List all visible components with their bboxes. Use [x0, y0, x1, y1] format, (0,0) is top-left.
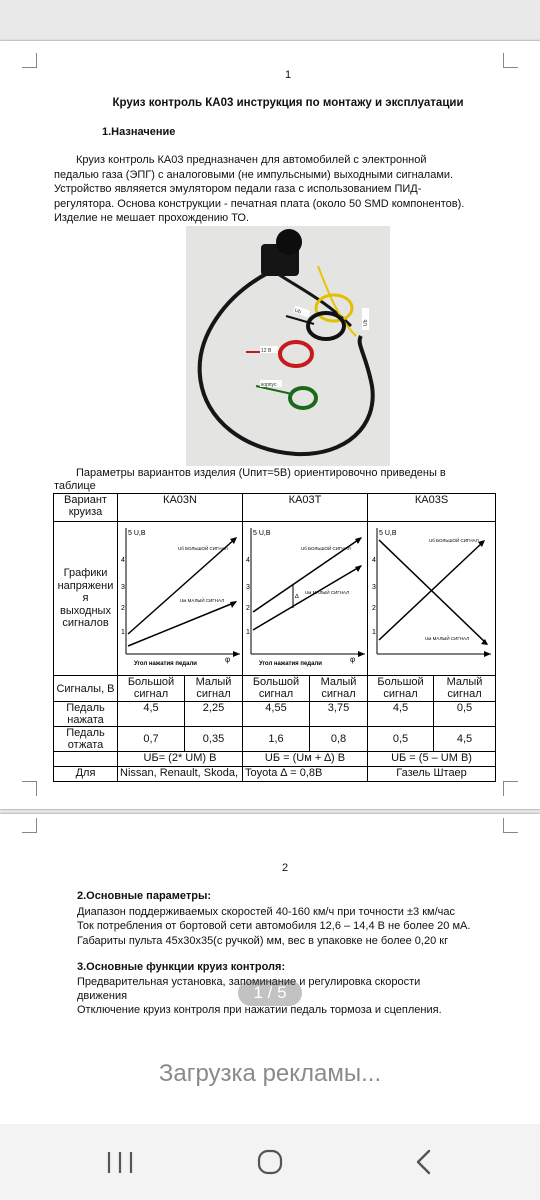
x-axis-label: Угол нажатия педали [134, 661, 197, 667]
paragraph-line: педалью газа (ЭПГ) с аналоговыми (не импульсными) выходными сигналами. [54, 168, 454, 181]
photo-label: Ub [363, 319, 369, 326]
param-line: Диапазон поддерживаемых скоростей 40-160 км/ч при точности ±3 км/час [77, 906, 455, 918]
home-icon [240, 1140, 300, 1184]
formula: UБ = (Uм + ∆) В [243, 752, 368, 767]
table-cell: 0,35 [185, 727, 243, 752]
col-header-small: Малый сигнал [185, 676, 243, 702]
big-signal-label: Uб БОЛЬШОЙ СИГНАЛ [428, 538, 479, 543]
model-header: КА03N [118, 494, 243, 522]
col-header-small: Малый сигнал [310, 676, 368, 702]
table-cell: 3,75 [310, 702, 368, 727]
page-number: 1 [284, 69, 292, 81]
delta-label: ∆ [295, 594, 299, 600]
tick-label: 2 [121, 605, 125, 612]
photo-label: Ub [293, 307, 302, 316]
section-heading: 1.Назначение [102, 126, 176, 138]
back-icon [394, 1140, 454, 1184]
graph-ka03n [118, 522, 243, 676]
table-cell: 2,25 [185, 702, 243, 727]
small-signal-label: Uм МАЛЫЙ СИГНАЛ [305, 590, 350, 595]
tick-label: 3 [246, 584, 250, 591]
ad-loading-text: Загрузка рекламы... [158, 1060, 382, 1087]
table-cell-empty [54, 752, 118, 767]
x-axis-label: Угол нажатия педали [259, 661, 322, 667]
page-number: 2 [281, 862, 289, 874]
model-header: КА03S [368, 494, 496, 522]
table-cell: 4,55 [243, 702, 310, 727]
recent-apps-icon [90, 1140, 150, 1184]
car-models: Nissan, Renault, Skoda, [118, 767, 243, 782]
signals-label: Сигналы, В [54, 676, 118, 702]
graphs-label: Графики напряжени я выходных сигналов [54, 522, 118, 676]
section-heading: 2.Основные параметры: [77, 890, 212, 902]
big-signal-label: Uб БОЛЬШОЙ СИГНАЛ [301, 546, 351, 551]
released-label: Педаль отжата [54, 727, 118, 752]
back-button[interactable] [394, 1140, 454, 1184]
formula: UБ= (2* UМ) В [118, 752, 243, 767]
formula: UБ = (5 – UМ В) [368, 752, 496, 767]
tick-label: 1 [371, 629, 376, 636]
tick-label: 4 [246, 557, 250, 564]
pressed-label: Педаль нажата [54, 702, 118, 727]
table-cell: 0,7 [118, 727, 185, 752]
paragraph-line: таблице [54, 479, 96, 492]
table-cell: 4,5 [434, 727, 496, 752]
crop-mark [503, 53, 518, 68]
tick-label: 1 [246, 629, 250, 636]
paragraph-line: Изделие не мешает прохождению ТО. [54, 212, 250, 224]
variants-table [53, 493, 496, 782]
small-signal-label: Uм МАЛЫЙ СИГНАЛ [424, 636, 469, 641]
table-cell: 4,5 [118, 702, 185, 727]
tick-label: 4 [371, 557, 376, 564]
table-cell: 0,5 [434, 702, 496, 727]
small-signal-line [128, 602, 236, 646]
model-header: КА03T [243, 494, 368, 522]
function-line: Отключение круиз контроля при нажатии педаль тормоза и сцепления. [77, 1004, 442, 1016]
y-axis-label: 5 U,B [378, 530, 397, 537]
col-header-small: Малый сигнал [434, 676, 496, 702]
small-signal-line [379, 540, 487, 644]
tick-label: 3 [121, 584, 125, 591]
paragraph-line: Параметры вариантов изделия (Uпит=5В) ориентировочно приведены в [76, 467, 446, 479]
recent-apps-button[interactable] [90, 1140, 150, 1184]
crop-mark [503, 781, 518, 796]
tick-label: 2 [371, 605, 376, 612]
device-photo [186, 226, 390, 466]
document-title: Круиз контроль КА03 инструкция по монтажу и эксплуатации [112, 97, 464, 109]
crop-mark [22, 818, 37, 833]
table-cell: 1,6 [243, 727, 310, 752]
photo-label: корпус [261, 382, 277, 388]
params-intro [54, 466, 494, 493]
tick-label: 4 [121, 557, 125, 564]
graph-ka03s [368, 522, 496, 676]
phi-label: φ [225, 655, 231, 664]
table-cell: 0,8 [310, 727, 368, 752]
small-signal-label: Uм МАЛЫЙ СИГНАЛ [180, 598, 225, 603]
phi-label: φ [350, 655, 356, 664]
big-signal-line [128, 538, 236, 634]
col-header-big: Большой сигнал [243, 676, 310, 702]
param-line: Габариты пульта 45х30х35(с ручкой) мм, вес в упаковке не более 0,20 кг [77, 935, 449, 947]
variant-header: Вариант круиза [54, 494, 118, 522]
graph-ka03t [243, 522, 368, 676]
tick-label: 1 [121, 629, 125, 636]
tick-label: 3 [371, 584, 376, 591]
crop-mark [22, 781, 37, 796]
param-line: Ток потребления от бортовой сети автомобиля 12,6 – 14,4 В не более 20 мА. [77, 920, 471, 932]
car-models: Toyota ∆ = 0,8В [243, 767, 368, 782]
home-button[interactable] [240, 1140, 300, 1184]
for-label: Для [54, 767, 118, 782]
crop-mark [22, 53, 37, 68]
table-cell: 0,5 [368, 727, 434, 752]
page-indicator: 1 / 5 [238, 980, 302, 1006]
y-axis-label: 5 U,B [253, 530, 271, 537]
col-header-big: Большой сигнал [368, 676, 434, 702]
y-axis-label: 5 U,B [128, 530, 146, 537]
function-line: Предварительная установка, запоминание и регулировка скорости [77, 976, 421, 988]
col-header-big: Большой сигнал [118, 676, 185, 702]
table-cell: 4,5 [368, 702, 434, 727]
photo-label: 12 B [261, 348, 272, 354]
car-models: Газель Штаер [368, 767, 496, 782]
paragraph-line: Устройство являяется эмулятором педали газа с использованием ПИД- [54, 183, 422, 195]
paragraph-line: Круиз контроль КА03 предназначен для автомобилей с электронной [76, 154, 427, 166]
tick-label: 2 [246, 605, 250, 612]
crop-mark [503, 818, 518, 833]
paragraph-line: регулятора. Основа конструкции - печатная плата (около 50 SMD компонентов). [54, 197, 465, 210]
status-area [0, 0, 540, 40]
big-signal-label: Uб БОЛЬШОЙ СИГНАЛ [178, 546, 228, 551]
section-heading: 3.Основные функции круиз контроля: [77, 961, 286, 973]
function-line: движения [77, 990, 128, 1002]
purpose-paragraph [54, 153, 494, 226]
